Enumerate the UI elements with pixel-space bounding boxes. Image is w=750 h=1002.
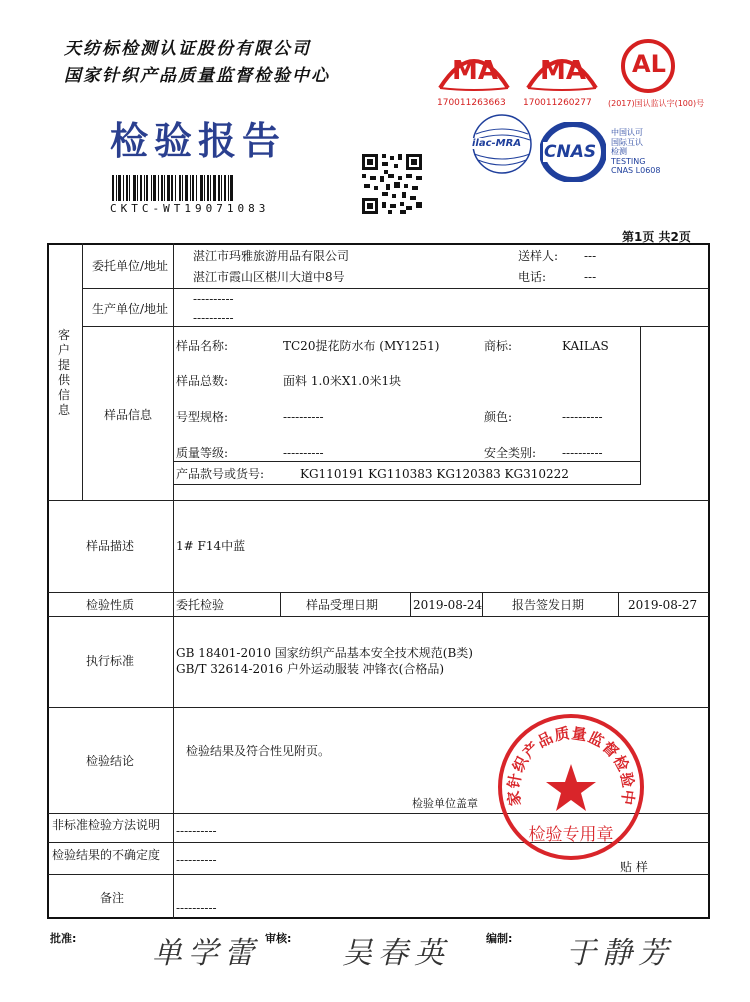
- sample-qty-label: 样品总数:: [176, 374, 229, 388]
- uncertainty-value: ----------: [176, 853, 217, 867]
- cnas-caption-2: 国际互认: [611, 137, 643, 147]
- grade-value: ----------: [283, 446, 324, 460]
- product-no-label: 产品款号或货号:: [176, 467, 265, 481]
- cnas-caption-1: 中国认可: [611, 128, 643, 137]
- sender-label: 送样人:: [518, 249, 559, 263]
- cma-2-number: 170011260277: [523, 98, 592, 108]
- approve-label: 批准:: [50, 932, 77, 945]
- issue-date-label: 报告签发日期: [512, 598, 585, 612]
- review-signature: 吴春英: [342, 936, 450, 971]
- standard-label: 执行标准: [86, 654, 135, 668]
- approve-signature: 单学蕾: [152, 936, 260, 971]
- ilac-mark-text: ilac-MRA: [472, 138, 522, 149]
- nonstandard-value: ----------: [176, 824, 217, 838]
- phone-value: ---: [584, 270, 597, 284]
- cnas-caption-3: 检测: [611, 147, 627, 156]
- sample-qty-value: 面料 1.0米X1.0米1块: [283, 374, 402, 388]
- official-seal: [496, 712, 646, 862]
- sample-info-label: 样品信息: [104, 408, 153, 422]
- issue-date-value: 2019-08-27: [628, 598, 698, 612]
- product-no-value: KG110191 KG110383 KG120383 KG310222: [300, 467, 569, 481]
- qr-code: [360, 152, 424, 216]
- manufacturer-line2: ----------: [193, 311, 234, 325]
- company-name-line2: 国家针织产品质量监督检验中心: [64, 66, 330, 86]
- conclusion-label: 检验结论: [86, 754, 135, 768]
- nature-label: 检验性质: [86, 598, 135, 612]
- cma-2-mark-text: MA: [540, 56, 586, 86]
- safety-value: ----------: [562, 446, 603, 460]
- prepare-label: 编制:: [486, 932, 513, 945]
- remark-value: ----------: [176, 901, 217, 915]
- brand-label: 商标:: [484, 339, 513, 353]
- sample-name-value: TC20提花防水布 (MY1251): [283, 339, 440, 353]
- nonstandard-label: 非标准检验方法说明: [52, 818, 161, 832]
- uncertainty-label: 检验结果的不确定度: [52, 848, 161, 862]
- cal-note: (2017)国认监认字(100)号: [608, 99, 705, 108]
- page-info: 第1页 共2页: [622, 230, 691, 244]
- grade-label: 质量等级:: [176, 446, 229, 460]
- remark-label: 备注: [100, 891, 125, 905]
- cnas-caption: [611, 128, 660, 176]
- nature-value: 委托检验: [176, 598, 225, 612]
- cnas-mark-text: CNAS: [544, 142, 597, 162]
- color-label: 颜色:: [484, 410, 513, 424]
- ilac-mra-logo: [470, 112, 534, 176]
- standard-line2: GB/T 32614-2016 户外运动服装 冲锋衣(合格品): [176, 662, 445, 676]
- conclusion-value: 检验结果及符合性见附页。: [186, 744, 331, 758]
- desc-value: 1# F14中蓝: [176, 539, 246, 553]
- model-value: ----------: [283, 410, 324, 424]
- customer-info-label: 客户提供信息: [58, 328, 71, 417]
- client-address: 湛江市霞山区椹川大道中8号: [193, 270, 345, 284]
- manufacturer-label: 生产单位/地址: [92, 302, 169, 316]
- desc-label: 样品描述: [86, 539, 135, 553]
- cnas-logo: [540, 122, 606, 182]
- cma-logo-2: [522, 44, 602, 94]
- prepare-signature: 于静芳: [566, 936, 674, 971]
- stamp-caption: 检验单位盖章: [412, 797, 478, 810]
- sample-note: 贴 样: [620, 860, 648, 874]
- cal-logo: [620, 38, 676, 94]
- brand-value: KAILAS: [562, 339, 609, 353]
- sender-value: ---: [584, 249, 597, 263]
- report-title: 检验报告: [110, 118, 287, 163]
- company-name-line1: 天纺标检测认证股份有限公司: [64, 39, 311, 59]
- review-label: 审核:: [265, 932, 292, 945]
- color-value: ----------: [562, 410, 603, 424]
- cma-logo-1: [434, 44, 514, 94]
- phone-label: 电话:: [518, 270, 547, 284]
- cnas-caption-5: CNAS L0608: [611, 166, 661, 175]
- cal-mark-text: AL: [632, 50, 666, 78]
- seal-ring-text: 家针织产品质量监督检验中: [504, 724, 638, 807]
- receive-date-label: 样品受理日期: [306, 598, 379, 612]
- cma-1-mark-text: MA: [452, 56, 498, 86]
- model-label: 号型规格:: [176, 410, 229, 424]
- client-label: 委托单位/地址: [92, 259, 169, 273]
- barcode-text: CKTC-WT19071083: [110, 202, 270, 215]
- cnas-caption-4: TESTING: [611, 156, 646, 166]
- safety-label: 安全类别:: [484, 446, 537, 460]
- receive-date-value: 2019-08-24: [413, 598, 483, 612]
- client-name: 湛江市玛雅旅游用品有限公司: [193, 249, 350, 263]
- cma-1-number: 170011263663: [437, 98, 506, 108]
- sample-name-label: 样品名称:: [176, 339, 229, 353]
- manufacturer-line1: ----------: [193, 292, 234, 306]
- seal-bottom-text: 检验专用章: [528, 825, 614, 845]
- standard-line1: GB 18401-2010 国家纺织产品基本安全技术规范(B类): [176, 646, 473, 660]
- barcode: [112, 175, 282, 201]
